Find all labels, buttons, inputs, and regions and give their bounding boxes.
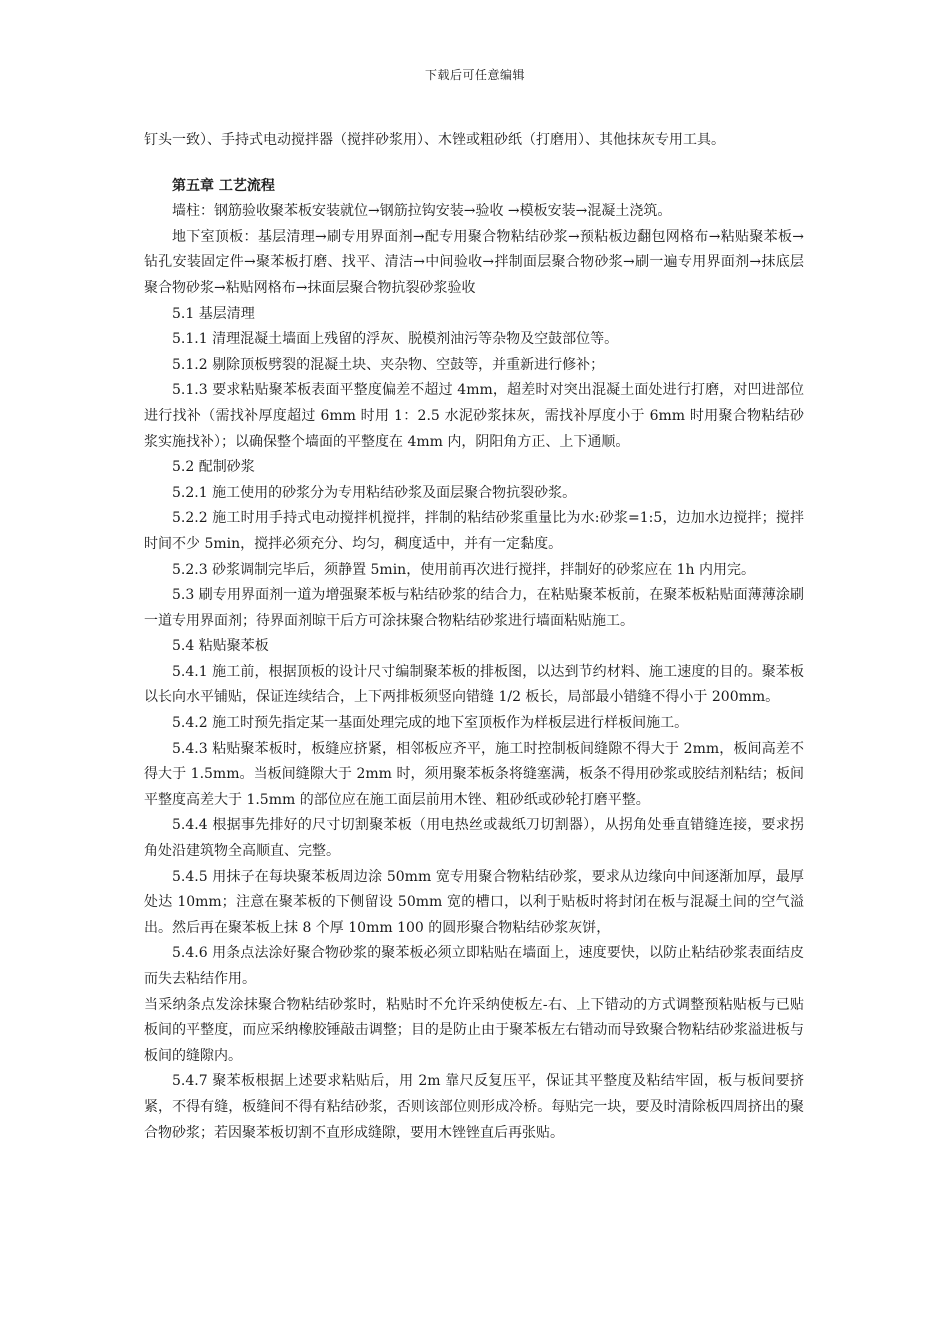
paragraph: 5.2.3 砂浆调制完毕后，须静置 5min，使用前再次进行搅拌，拌制好的砂浆应在 1h 内用完。	[172, 561, 756, 578]
paragraph: 5.3 刷专用界面剂一道为增强聚苯板与粘结砂浆的结合力，在粘贴聚苯板前，在聚苯板粘贴面薄薄涂刷一道专用界面剂；待界面剂晾干后方可涂抹聚合物粘结砂浆进行墙面粘贴施工。	[144, 587, 804, 629]
paragraph: 5.1.2 剔除顶板劈裂的混凝土块、夹杂物、空鼓等，并重新进行修补；	[172, 356, 605, 373]
paragraph: 5.4.7 聚苯板根据上述要求粘贴后，用 2m 靠尺反复压平，保证其平整度及粘结牢固，板与板间要挤紧，不得有缝，板缝间不得有粘结砂浆，否则该部位则形成冷桥。每贴完一块，要及时清除板四周挤出的聚合物砂浆；若因聚苯板切割不直形成缝隙，要用木锉锉直后再张贴。	[144, 1073, 804, 1141]
paragraph: 5.4.5 用抹子在每块聚苯板周边涂 50mm 宽专用聚合物粘结砂浆，要求从边缘向中间逐渐加厚，最厚处达 10mm；注意在聚苯板的下侧留设 50mm 宽的槽口，以利于贴板时将封闭在板与混凝土间的空气溢出。然后再在聚苯板上抹 8 个厚 10mm 100 的圆形聚合物粘结砂浆灰饼，	[144, 868, 804, 936]
paragraph: 5.4.3 粘贴聚苯板时，板缝应挤紧，相邻板应齐平，施工时控制板间缝隙不得大于 2mm，板间高差不得大于 1.5mm。当板间缝隙大于 2mm 时，须用聚苯板条将缝塞满，板条不得用砂浆或胶结剂粘结；板间平整度高差大于 1.5mm 的部位应在施工面层前用木锉、粗砂纸或砂轮打磨平整。	[144, 740, 804, 808]
paragraph: 5.4.4 根据事先排好的尺寸切割聚苯板（用电热丝或裁纸刀切割器），从拐角处垂直错缝连接，要求拐角处沿建筑物全高顺直、完整。	[144, 817, 804, 860]
paragraph: 墙柱：钢筋验收聚苯板安装就位→钢筋拉钩安装→验收 →模板安装→混凝土浇筑。	[172, 203, 672, 220]
paragraph: 5.1.1 清理混凝土墙面上残留的浮灰、脱模剂油污等杂物及空鼓部位等。	[172, 331, 619, 348]
document-body	[144, 128, 804, 1146]
page-header: 下载后可任意编辑	[424, 68, 525, 82]
paragraph: 5.1 基层清理	[172, 305, 255, 322]
paragraph: 5.4 粘贴聚苯板	[172, 638, 269, 655]
paragraph: 当采纳条点发涂抹聚合物粘结砂浆时，粘贴时不允许采纳使板左-右、上下错动的方式调整预粘贴板与已贴板间的平整度，而应采纳橡胶锤敲击调整；目的是防止由于聚苯板左右错动而导致聚合物粘结砂浆溢进板与板间的缝隙内。	[144, 996, 804, 1064]
chapter-title: 第五章 工艺流程	[172, 177, 275, 194]
paragraph: 5.4.1 施工前，根据顶板的设计尺寸编制聚苯板的排板图，以达到节约材料、施工速度的目的。聚苯板以长向水平铺贴，保证连续结合，上下两排板须竖向错缝 1/2 板长，局部最小错缝不得小于 200mm。	[144, 663, 804, 706]
paragraph: 钉头一致）、手持式电动搅拌器（搅拌砂浆用）、木锉或粗砂纸（打磨用）、其他抹灰专用工具。	[144, 132, 725, 148]
paragraph: 5.2.1 施工使用的砂浆分为专用粘结砂浆及面层聚合物抗裂砂浆。	[172, 484, 577, 501]
paragraph: 5.4.6 用条点法涂好聚合物砂浆的聚苯板必须立即粘贴在墙面上，速度要快，以防止粘结砂浆表面结皮而失去粘结作用。	[144, 945, 804, 987]
paragraph: 5.1.3 要求粘贴聚苯板表面平整度偏差不超过 4mm，超差时对突出混凝土面处进行打磨，对凹进部位进行找补（需找补厚度超过 6mm 时用 1：2.5 水泥砂浆抹灰，需找补厚度小于 6mm 时用聚合物粘结砂浆实施找补）；以确保整个墙面的平整度在 4mm 内，阴阳角方正、上下通顺。	[144, 382, 804, 450]
paragraph: 地下室顶板：基层清理→刷专用界面剂→配专用聚合物粘结砂浆→预粘板边翻包网格布→粘贴聚苯板→钻孔安装固定件→聚苯板打磨、找平、清洁→中间验收→拌制面层聚合物砂浆→刷一遍专用界面剂→抹底层聚合物砂浆→粘贴网格布→抹面层聚合物抗裂砂浆验收	[144, 228, 804, 296]
paragraph: 5.4.2 施工时预先指定某一基面处理完成的地下室顶板作为样板层进行样板间施工。	[172, 715, 689, 732]
paragraph: 5.2 配制砂浆	[172, 459, 255, 476]
paragraph: 5.2.2 施工时用手持式电动搅拌机搅拌，拌制的粘结砂浆重量比为水:砂浆=1:5，边加水边搅拌；搅拌时间不少 5min，搅拌必须充分、均匀，稠度适中，并有一定黏度。	[144, 510, 804, 552]
